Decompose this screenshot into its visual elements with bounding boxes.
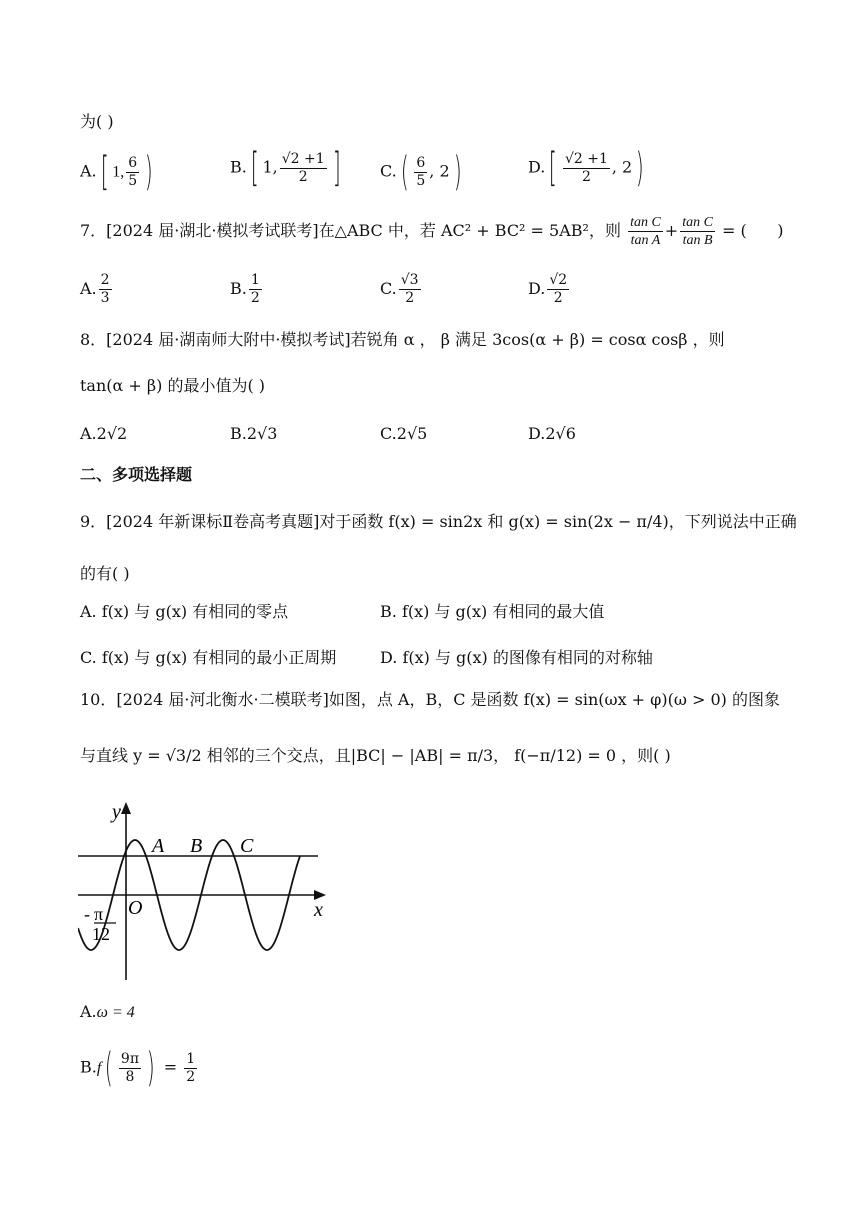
tick-label-minus-pi-over-12: - π	[84, 904, 104, 924]
q7-option-d: D. $\frac{√2}{2}$	[528, 272, 568, 306]
q8-option-c: C.2√5	[380, 424, 428, 443]
q9-stem: 9．[2024 年新课标Ⅱ卷高考真题]对于函数 f(x) = sin2x 和 g(x) = sin(2x − π/4)，下列说法中正确	[80, 512, 797, 531]
q7-option-a: A. $\frac{2}{3}$	[80, 272, 110, 306]
q10-option-a: A.ω = 4	[80, 1002, 135, 1021]
q9-stem2: 的有( )	[80, 564, 130, 583]
q7-option-b: B. $\frac{1}{2}$	[230, 272, 260, 306]
q6-tail: 为( )	[80, 112, 114, 131]
q9-option-d: D. f(x) 与 g(x) 的图像有相同的对称轴	[380, 648, 653, 667]
point-c-label: C	[240, 835, 254, 857]
q9-option-c: C. f(x) 与 g(x) 有相同的最小正周期	[80, 648, 337, 667]
q8-stem: 8．[2024 届·湖南师大附中·模拟考试]若锐角 α ， β 满足 3cos(α + β) = cosα cosβ ，则	[80, 330, 725, 349]
section-heading-multiple-choice: 二、多项选择题	[80, 465, 193, 484]
q9-option-a: A. f(x) 与 g(x) 有相同的零点	[80, 602, 289, 621]
y-axis-arrow	[121, 802, 131, 814]
q7-stem: 7．[2024 届·湖北·模拟考试联考]在△ABC 中，若 AC² + BC² = 5AB²，则 $\frac{\text{tan C}}{\text{tan A}}$ + $\frac{\text{tan C}}{\text{tan B}}$ = ( )	[80, 215, 784, 248]
q6-option-b: B.[ 1, $\frac{√2 +1}{2}$ ]	[230, 145, 341, 191]
q10-stem2: 与直线 y = √3/2 相邻的三个交点，且|BC| − |AB| = π/3， f(−π/12) = 0 ，则( )	[80, 746, 671, 765]
q10-option-b: B.f( $\frac{9\pi}{8}$ ) = $\frac{1}{2}$	[80, 1045, 196, 1091]
point-b-label: B	[190, 835, 203, 857]
q8-option-d: D.2√6	[528, 424, 576, 443]
q6-option-c: C.( $\frac{6}{5}$ , 2)	[380, 149, 462, 195]
y-axis-label: y	[112, 801, 121, 823]
q9-option-b: B. f(x) 与 g(x) 有相同的最大值	[380, 602, 605, 621]
svg-text:12: 12	[92, 924, 110, 944]
origin-label: O	[128, 897, 143, 919]
point-a-label: A	[152, 835, 165, 857]
sine-graph-figure	[78, 800, 338, 990]
q6-option-d: D.[ $\frac{√2 +1}{2}$ , 2)	[528, 145, 644, 191]
q6-option-a: A.[ 1, $\frac{6}{5}$ )	[80, 149, 153, 195]
q10-stem: 10．[2024 届·河北衡水·二模联考]如图，点 A，B，C 是函数 f(x) = sin(ωx + φ)(ω > 0) 的图象	[80, 690, 780, 709]
q8-option-b: B.2√3	[230, 424, 278, 443]
x-axis-label: x	[314, 899, 323, 921]
q8-stem2: tan(α + β) 的最小值为( )	[80, 376, 266, 395]
q7-option-c: C. $\frac{√3}{2}$	[380, 272, 419, 306]
q8-option-a: A.2√2	[80, 424, 128, 443]
